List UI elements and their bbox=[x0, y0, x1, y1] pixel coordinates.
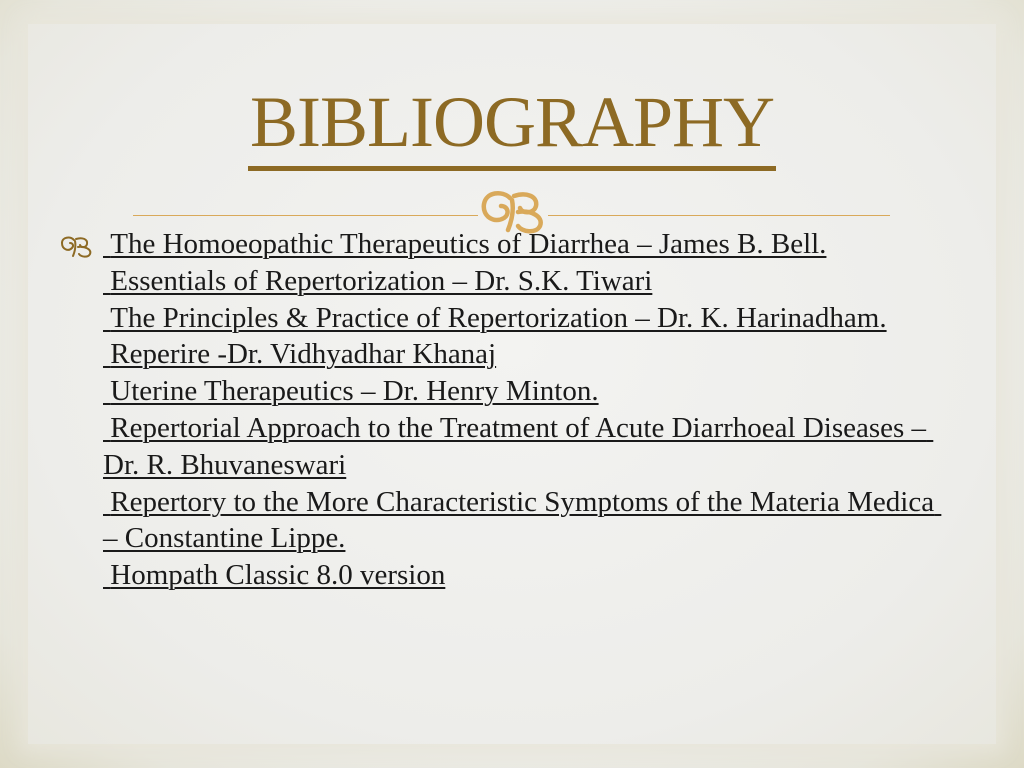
reference-text: Uterine Therapeutics – Dr. Henry Minton. bbox=[103, 375, 599, 408]
divider-line-right bbox=[548, 215, 890, 216]
reference-text: Repertory to the More Characteristic Symptoms of the Materia Medica – Constantine Lippe. bbox=[103, 485, 942, 555]
divider-line-left bbox=[133, 215, 478, 216]
reference-text: The Homoeopathic Therapeutics of Diarrhea – James B. Bell. bbox=[103, 228, 827, 260]
reference-item bbox=[103, 373, 943, 410]
fleuron-bullet-icon bbox=[58, 234, 98, 258]
reference-text: Hompath Classic 8.0 version bbox=[103, 559, 446, 592]
reference-item bbox=[103, 226, 943, 263]
slide-title bbox=[0, 82, 1024, 171]
reference-item bbox=[103, 336, 943, 373]
reference-item bbox=[103, 557, 943, 594]
reference-item bbox=[103, 410, 943, 484]
reference-item bbox=[103, 484, 943, 558]
slide-title-text: BIBLIOGRAPHY bbox=[248, 82, 776, 171]
reference-text: Repertorial Approach to the Treatment of Acute Diarrhoeal Diseases – Dr. R. Bhuvaneswari bbox=[103, 411, 934, 481]
reference-text: The Principles & Practice of Repertorization – Dr. K. Harinadham. bbox=[103, 301, 887, 334]
bibliography-list bbox=[103, 226, 943, 594]
reference-item bbox=[103, 300, 943, 337]
reference-text: Reperire -Dr. Vidhyadhar Khanaj bbox=[103, 338, 497, 371]
reference-text: Essentials of Repertorization – Dr. S.K. Tiwari bbox=[103, 264, 653, 297]
reference-item bbox=[103, 263, 943, 300]
